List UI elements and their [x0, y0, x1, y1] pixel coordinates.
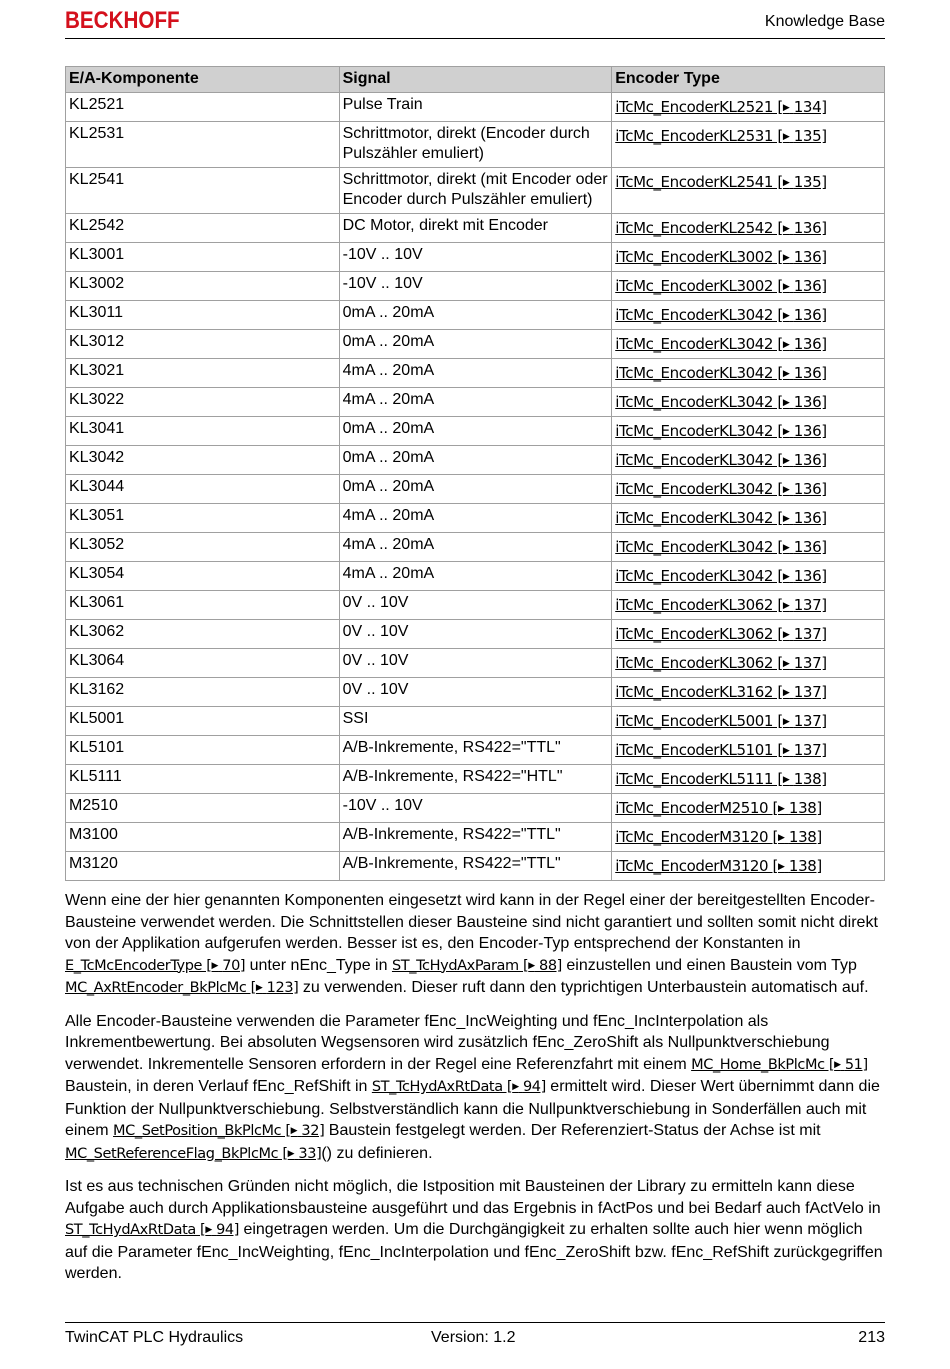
cross-reference-link[interactable] — [392, 958, 562, 974]
encoder-type-link[interactable] — [615, 595, 826, 616]
link-label: iTcMc_EncoderM3120 [ — [615, 828, 779, 846]
table-row — [66, 168, 885, 214]
page-ref-arrow-icon: ▶ — [782, 103, 790, 113]
page-ref: 136] — [793, 451, 827, 469]
link-label: iTcMc_EncoderKL3042 [ — [615, 335, 783, 353]
signal-cell: 0mA .. 20mA — [339, 475, 612, 504]
signal-cell: 0V .. 10V — [339, 620, 612, 649]
paragraph-text: Baustein, in deren Verlauf fEnc_RefShift in — [65, 1078, 372, 1095]
component-cell: KL3051 — [66, 504, 340, 533]
encoder-type-cell — [612, 591, 885, 620]
page-ref-arrow-icon: ▶ — [782, 659, 790, 669]
encoder-type-link[interactable] — [615, 711, 826, 732]
page-ref: 138] — [788, 799, 822, 817]
body-text — [65, 890, 885, 1296]
page-ref-arrow-icon: ▶ — [287, 1148, 295, 1159]
encoder-type-link[interactable] — [615, 334, 826, 355]
encoder-type-cell — [612, 214, 885, 243]
signal-cell: DC Motor, direkt mit Encoder — [339, 214, 612, 243]
encoder-type-cell — [612, 446, 885, 475]
page-ref-arrow-icon: ▶ — [834, 1059, 841, 1070]
page-footer — [65, 1322, 885, 1353]
encoder-type-cell — [612, 736, 885, 765]
encoder-type-link[interactable] — [615, 421, 826, 442]
link-label: ST_TcHydAxRtData [ — [65, 1222, 206, 1238]
signal-cell: 4mA .. 20mA — [339, 504, 612, 533]
encoder-type-cell — [612, 272, 885, 301]
page-ref: 138] — [793, 770, 827, 788]
encoder-type-cell — [612, 243, 885, 272]
table-row — [66, 649, 885, 678]
table-row — [66, 591, 885, 620]
component-cell: KL3041 — [66, 417, 340, 446]
page-ref-arrow-icon: ▶ — [782, 132, 790, 142]
link-label: MC_SetPosition_BkPlcMc [ — [113, 1123, 291, 1139]
link-label: iTcMc_EncoderKL2521 [ — [615, 98, 783, 116]
page-ref: 88] — [539, 957, 562, 974]
encoder-type-cell — [612, 649, 885, 678]
encoder-type-link[interactable] — [615, 363, 826, 384]
encoder-type-link[interactable] — [615, 247, 826, 268]
page-ref: 32] — [301, 1123, 325, 1139]
signal-cell: 0V .. 10V — [339, 678, 612, 707]
encoder-type-cell — [612, 93, 885, 122]
component-cell: KL3061 — [66, 591, 340, 620]
component-cell: KL5101 — [66, 736, 340, 765]
link-label: iTcMc_EncoderKL5101 [ — [615, 741, 783, 759]
page-ref: 136] — [793, 277, 827, 295]
table-row — [66, 504, 885, 533]
page-ref-arrow-icon: ▶ — [782, 427, 790, 437]
link-label: iTcMc_EncoderM3120 [ — [615, 857, 779, 875]
component-cell: KL3162 — [66, 678, 340, 707]
page-ref-arrow-icon: ▶ — [211, 960, 219, 971]
page-ref-arrow-icon: ▶ — [255, 983, 263, 993]
page-ref-arrow-icon: ▶ — [782, 572, 790, 582]
table-row — [66, 620, 885, 649]
component-cell: KL3054 — [66, 562, 340, 591]
link-label: iTcMc_EncoderKL3042 [ — [615, 393, 783, 411]
encoder-type-link[interactable] — [615, 126, 826, 147]
table-row — [66, 93, 885, 122]
link-label: iTcMc_EncoderKL5111 [ — [615, 770, 783, 788]
encoder-type-cell — [612, 765, 885, 794]
page-ref-arrow-icon: ▶ — [782, 311, 790, 321]
signal-cell: A/B-Inkremente, RS422="HTL" — [339, 765, 612, 794]
signal-cell: Schrittmotor, direkt (mit Encoder oder Encoder durch Pulszähler emuliert) — [339, 168, 612, 214]
page-ref: 136] — [793, 219, 827, 237]
table-header-row — [66, 67, 885, 93]
page-ref-arrow-icon: ▶ — [782, 369, 790, 379]
paragraph-text: Ist es aus technischen Gründen nicht möglich, die Istposition mit Bausteinen der Library zu ermitteln kann diese Aufgabe auch durch Applikationsbausteine ausgeführt und das Ergebnis in fActPos und bei Bedarf auch fActVelo in — [65, 1178, 881, 1217]
page-ref: 134] — [793, 98, 827, 116]
component-cell: KL3002 — [66, 272, 340, 301]
link-label: iTcMc_EncoderKL5001 [ — [615, 712, 783, 730]
table-body — [66, 93, 885, 881]
component-cell: M2510 — [66, 794, 340, 823]
column-header-encoder-type: Encoder Type — [612, 67, 885, 93]
encoder-type-cell — [612, 168, 885, 214]
page-ref-arrow-icon: ▶ — [782, 514, 790, 524]
page-ref: 136] — [793, 335, 827, 353]
table-row — [66, 765, 885, 794]
page-ref-arrow-icon: ▶ — [782, 282, 790, 292]
encoder-type-link[interactable] — [615, 508, 826, 529]
encoder-type-link[interactable] — [615, 740, 826, 761]
table-row — [66, 301, 885, 330]
link-label: iTcMc_EncoderKL3062 [ — [615, 625, 783, 643]
table-row — [66, 794, 885, 823]
table-row — [66, 446, 885, 475]
page-ref: 137] — [793, 625, 827, 643]
page-ref: 137] — [793, 654, 827, 672]
signal-cell: -10V .. 10V — [339, 272, 612, 301]
page-ref-arrow-icon: ▶ — [782, 630, 790, 640]
link-label: ST_TcHydAxRtData [ — [371, 1079, 513, 1095]
page-ref-arrow-icon: ▶ — [512, 1082, 519, 1092]
table-row — [66, 359, 885, 388]
page-ref: 137] — [793, 712, 827, 730]
encoder-type-link[interactable] — [615, 798, 822, 819]
table-row — [66, 533, 885, 562]
link-label: MC_AxRtEncoder_BkPlcMc [ — [65, 980, 256, 996]
signal-cell: A/B-Inkremente, RS422="TTL" — [339, 852, 612, 881]
encoder-type-cell — [612, 852, 885, 881]
encoder-type-link[interactable] — [615, 479, 826, 500]
signal-cell: 0mA .. 20mA — [339, 417, 612, 446]
page-ref-arrow-icon: ▶ — [782, 253, 790, 263]
encoder-type-link[interactable] — [615, 682, 826, 703]
table-row — [66, 562, 885, 591]
component-cell: KL3021 — [66, 359, 340, 388]
page-ref-arrow-icon: ▶ — [528, 960, 535, 971]
page-ref: 137] — [793, 683, 827, 701]
paragraph — [65, 890, 885, 1000]
signal-cell: 0mA .. 20mA — [339, 301, 612, 330]
page-number: 213 — [858, 1329, 885, 1346]
cross-reference-link[interactable] — [372, 1079, 546, 1095]
encoder-type-link[interactable] — [615, 653, 826, 674]
page-ref: 136] — [793, 538, 827, 556]
link-label: iTcMc_EncoderKL3002 [ — [615, 248, 783, 266]
signal-cell: 4mA .. 20mA — [339, 562, 612, 591]
page-ref: 136] — [793, 422, 827, 440]
link-label: iTcMc_EncoderKL3162 [ — [615, 683, 783, 701]
signal-cell: 0mA .. 20mA — [339, 446, 612, 475]
page-ref-arrow-icon: ▶ — [782, 601, 790, 611]
link-label: iTcMc_EncoderKL3042 [ — [615, 509, 783, 527]
page-ref-arrow-icon: ▶ — [778, 862, 785, 872]
encoder-type-link[interactable] — [615, 856, 822, 877]
component-cell: KL2521 — [66, 93, 340, 122]
paragraph-text: ermittelt wird. Dieser Wert übernimmt dann die Funktion der Nullpunktverschiebung. Selbstverständlich kann die Nullpunktverschiebung in Sonderfällen auch mit einem — [65, 1078, 880, 1139]
page-ref-arrow-icon: ▶ — [778, 833, 785, 843]
signal-cell: -10V .. 10V — [339, 243, 612, 272]
link-label: iTcMc_EncoderKL3002 [ — [615, 277, 783, 295]
component-cell: KL2531 — [66, 122, 340, 168]
encoder-type-link[interactable] — [615, 392, 826, 413]
encoder-type-link[interactable] — [615, 450, 826, 471]
signal-cell: 0V .. 10V — [339, 649, 612, 678]
page-ref: 94] — [522, 1079, 546, 1095]
component-cell: KL5001 — [66, 707, 340, 736]
table-row — [66, 417, 885, 446]
page-ref: 123] — [266, 980, 299, 996]
encoder-type-link[interactable] — [615, 172, 826, 193]
encoder-type-cell — [612, 301, 885, 330]
page-header — [65, 8, 885, 39]
signal-cell: SSI — [339, 707, 612, 736]
encoder-type-cell — [612, 388, 885, 417]
signal-cell: Pulse Train — [339, 93, 612, 122]
link-label: MC_Home_BkPlcMc [ — [691, 1056, 835, 1073]
link-label: iTcMc_EncoderM2510 [ — [615, 799, 779, 817]
signal-cell: 4mA .. 20mA — [339, 388, 612, 417]
page-ref: 136] — [793, 480, 827, 498]
table-row — [66, 243, 885, 272]
table-row — [66, 707, 885, 736]
page-ref: 136] — [793, 509, 827, 527]
link-label: iTcMc_EncoderKL2541 [ — [615, 173, 783, 191]
page-ref: 136] — [793, 364, 827, 382]
link-label: iTcMc_EncoderKL3042 [ — [615, 422, 783, 440]
paragraph-text: () zu definieren. — [321, 1144, 433, 1162]
component-cell: KL3044 — [66, 475, 340, 504]
link-label: iTcMc_EncoderKL3062 [ — [615, 654, 783, 672]
encoder-type-cell — [612, 359, 885, 388]
table-row — [66, 122, 885, 168]
link-label: iTcMc_EncoderKL3042 [ — [615, 538, 783, 556]
component-cell: KL5111 — [66, 765, 340, 794]
page-ref-arrow-icon: ▶ — [782, 340, 790, 350]
table-row — [66, 823, 885, 852]
page-ref: 136] — [793, 393, 827, 411]
component-cell: KL3001 — [66, 243, 340, 272]
link-label: iTcMc_EncoderKL3042 [ — [615, 306, 783, 324]
section-title: Knowledge Base — [764, 13, 885, 30]
signal-cell: 0mA .. 20mA — [339, 330, 612, 359]
encoder-type-cell — [612, 823, 885, 852]
signal-cell: A/B-Inkremente, RS422="TTL" — [339, 823, 612, 852]
link-label: iTcMc_EncoderKL2531 [ — [615, 127, 783, 145]
paragraph-text: Wenn eine der hier genannten Komponenten eingesetzt wird kann in der Regel einer der bereitgestellten Encoder-Bausteine verwendet werden. Die Schnittstellen dieser Bausteine sind nicht garantiert und sollten somit nicht direkt von der Applikation aufgerufen werden. Besser ist es, den Encoder-Typ entsprechend der Konstanten in — [65, 892, 878, 952]
table-row — [66, 330, 885, 359]
page-ref: 136] — [793, 248, 827, 266]
component-cell: KL3022 — [66, 388, 340, 417]
page-ref-arrow-icon: ▶ — [778, 804, 785, 814]
page-ref: 136] — [793, 306, 827, 324]
encoder-type-cell — [612, 678, 885, 707]
encoder-type-cell — [612, 504, 885, 533]
component-cell: KL3011 — [66, 301, 340, 330]
table-row — [66, 852, 885, 881]
link-label: iTcMc_EncoderKL3042 [ — [615, 451, 783, 469]
cross-reference-link[interactable] — [65, 958, 245, 974]
paragraph-text: Baustein festgelegt werden. Der Referenziert-Status der Achse ist mit — [324, 1122, 821, 1139]
cross-reference-link[interactable] — [691, 1057, 868, 1073]
encoder-type-link[interactable] — [615, 218, 826, 239]
page-ref-arrow-icon: ▶ — [782, 543, 790, 553]
link-label: iTcMc_EncoderKL3042 [ — [615, 567, 783, 585]
cross-reference-link[interactable] — [65, 1222, 239, 1238]
page-ref-arrow-icon: ▶ — [782, 224, 790, 234]
encoder-table — [65, 66, 885, 881]
paragraph-text: einzustellen und einen Baustein vom Typ — [561, 956, 857, 974]
component-cell: KL2542 — [66, 214, 340, 243]
page-ref: 70] — [222, 957, 246, 974]
cross-reference-link[interactable] — [65, 980, 298, 996]
paragraph-text: eingetragen werden. Um die Durchgängigkeit zu erhalten sollte auch hier wenn möglich auf die Parameter fEnc_IncWeighting, fEnc_IncInterpolation und fEnc_ZeroShift bzw. fEnc_RefShift zurückgegriffen werden. — [65, 1221, 883, 1282]
encoder-type-cell — [612, 562, 885, 591]
page-ref: 33] — [298, 1145, 322, 1162]
page-ref-arrow-icon: ▶ — [205, 1225, 212, 1235]
encoder-type-cell — [612, 620, 885, 649]
signal-cell: 0V .. 10V — [339, 591, 612, 620]
encoder-type-link[interactable] — [615, 769, 826, 790]
component-cell: KL3064 — [66, 649, 340, 678]
footer-version: Version: 1.2 — [431, 1329, 516, 1346]
link-label: iTcMc_EncoderKL3042 [ — [615, 480, 783, 498]
link-label: MC_SetReferenceFlag_BkPlcMc [ — [65, 1145, 288, 1162]
component-cell: KL2541 — [66, 168, 340, 214]
link-label: E_TcMcEncoderType [ — [65, 957, 212, 974]
component-cell: KL3042 — [66, 446, 340, 475]
page-ref-arrow-icon: ▶ — [782, 717, 790, 727]
page-ref-arrow-icon: ▶ — [782, 398, 790, 408]
page-ref-arrow-icon: ▶ — [782, 178, 790, 188]
beckhoff-logo: BECKHOFF — [65, 7, 180, 34]
link-label: iTcMc_EncoderKL3062 [ — [615, 596, 783, 614]
signal-cell: 4mA .. 20mA — [339, 533, 612, 562]
page-ref: 94] — [216, 1222, 239, 1238]
signal-cell: Schrittmotor, direkt (Encoder durch Pulszähler emuliert) — [339, 122, 612, 168]
component-cell: KL3012 — [66, 330, 340, 359]
encoder-type-link[interactable] — [615, 566, 826, 587]
link-label: iTcMc_EncoderKL3042 [ — [615, 364, 783, 382]
encoder-type-cell — [612, 417, 885, 446]
signal-cell: -10V .. 10V — [339, 794, 612, 823]
table-row — [66, 214, 885, 243]
table-row — [66, 475, 885, 504]
component-cell: M3100 — [66, 823, 340, 852]
page-ref: 135] — [793, 127, 827, 145]
encoder-type-link[interactable] — [615, 305, 826, 326]
encoder-type-cell — [612, 330, 885, 359]
encoder-type-link[interactable] — [615, 537, 826, 558]
paragraph-text: Alle Encoder-Bausteine verwenden die Parameter fEnc_IncWeighting und fEnc_IncInterpolation als Inkrementbewertung. Bei absoluten Wegsensoren wird zusätzlich fEnc_ZeroShift als Nullpunktverschiebung verwendet. Inkrementelle Sensoren erfordern in der Regel eine Referenzfahrt mit einem — [65, 1012, 830, 1073]
encoder-type-link[interactable] — [615, 97, 826, 118]
table-row — [66, 272, 885, 301]
encoder-type-cell — [612, 794, 885, 823]
component-cell: KL3052 — [66, 533, 340, 562]
table-row — [66, 678, 885, 707]
cross-reference-link[interactable] — [65, 1146, 321, 1162]
paragraph-text: zu verwenden. Dieser ruft dann den typrichtigen Unterbaustein automatisch auf. — [298, 979, 869, 996]
page-ref-arrow-icon: ▶ — [782, 485, 790, 495]
paragraph-text: unter nEnc_Type in — [245, 956, 392, 974]
footer-title: TwinCAT PLC Hydraulics — [65, 1329, 244, 1346]
table-row — [66, 736, 885, 765]
encoder-type-link[interactable] — [615, 624, 826, 645]
column-header-component: E/A-Komponente — [66, 67, 340, 93]
encoder-type-cell — [612, 707, 885, 736]
encoder-type-link[interactable] — [615, 276, 826, 297]
paragraph — [65, 1011, 885, 1166]
signal-cell: 4mA .. 20mA — [339, 359, 612, 388]
page-ref-arrow-icon: ▶ — [290, 1126, 298, 1136]
page-ref: 138] — [788, 857, 822, 875]
component-cell: KL3062 — [66, 620, 340, 649]
link-label: ST_TcHydAxParam [ — [391, 957, 529, 974]
encoder-type-cell — [612, 533, 885, 562]
page-ref: 138] — [788, 828, 822, 846]
component-cell: M3120 — [66, 852, 340, 881]
page-ref: 135] — [793, 173, 827, 191]
page-ref: 51] — [844, 1056, 868, 1073]
encoder-type-link[interactable] — [615, 827, 822, 848]
page-ref: 136] — [793, 567, 827, 585]
page-ref-arrow-icon: ▶ — [782, 746, 790, 756]
page-ref: 137] — [793, 596, 827, 614]
page-ref-arrow-icon: ▶ — [782, 456, 790, 466]
table-row — [66, 388, 885, 417]
column-header-signal: Signal — [339, 67, 612, 93]
signal-cell: A/B-Inkremente, RS422="TTL" — [339, 736, 612, 765]
encoder-type-cell — [612, 122, 885, 168]
encoder-type-cell — [612, 475, 885, 504]
cross-reference-link[interactable] — [113, 1123, 324, 1139]
page-ref-arrow-icon: ▶ — [782, 688, 790, 698]
paragraph — [65, 1176, 885, 1285]
page-ref: 137] — [793, 741, 827, 759]
link-label: iTcMc_EncoderKL2542 [ — [615, 219, 783, 237]
page-ref-arrow-icon: ▶ — [782, 775, 790, 785]
